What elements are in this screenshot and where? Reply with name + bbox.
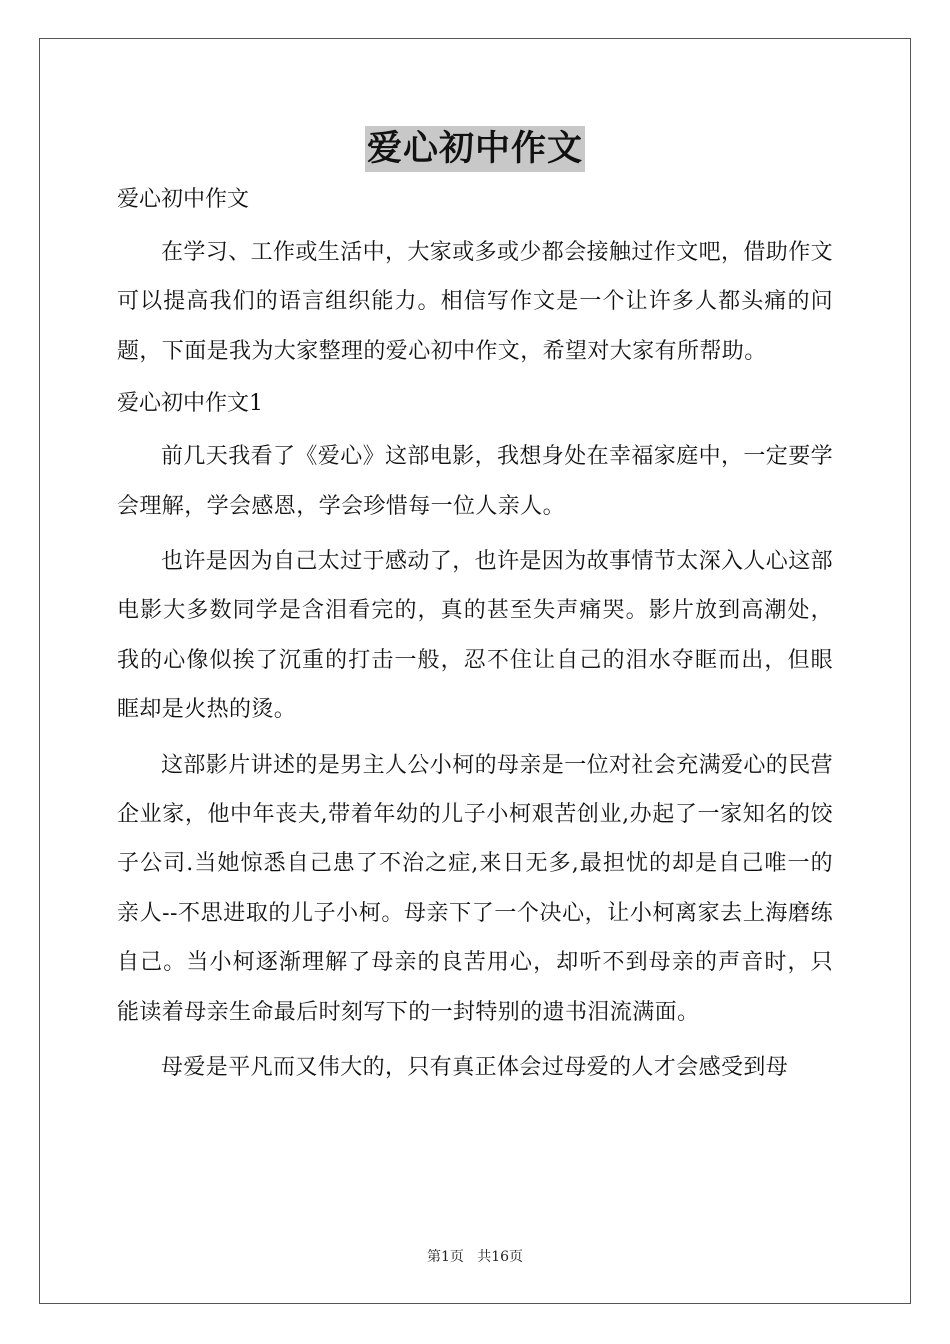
document-title: 爱心初中作文 (365, 126, 585, 172)
section-heading: 爱心初中作文1 (117, 391, 263, 417)
body-paragraph: 前几天我看了《爱心》这部电影，我想身处在幸福家庭中，一定要学会理解，学会感恩，学会珍惜每一位人亲人。 (117, 444, 834, 519)
body-paragraph: 也许是因为自己太过于感动了，也许是因为故事情节太深入人心这部电影大多数同学是含泪看完的，真的甚至失声痛哭。影片放到高潮处，我的心像似挨了沉重的打击一般，忍不住让自己的泪水夺眶而出，但眼眶却是火热的烫。 (117, 549, 834, 723)
section-heading: 爱心初中作文 (117, 187, 250, 212)
document-body (117, 178, 833, 1099)
page-footer: 第1页 共16页 (426, 1249, 524, 1265)
body-paragraph: 这部影片讲述的是男主人公小柯的母亲是一位对社会充满爱心的民营企业家，他中年丧夫,带着年幼的儿子小柯艰苦创业,办起了一家知名的饺子公司.当她惊悉自己患了不治之症,来日无多,最担忧的却是自己唯一的亲人--不思进取的儿子小柯。母亲下了一个决心，让小柯离家去上海磨练自己。当小柯逐渐理解了母亲的良苦用心，却听不到母亲的声音时，只能读着母亲生命最后时刻写下的一封特别的遗书泪流满面。 (117, 752, 834, 1025)
title-container (0, 126, 950, 172)
body-paragraph: 母爱是平凡而又伟大的，只有真正体会过母爱的人才会感受到母 (161, 1055, 789, 1081)
body-paragraph: 在学习、工作或生活中，大家或多或少都会接触过作文吧，借助作文可以提高我们的语言组织能力。相信写作文是一个让许多人都头痛的问题，下面是我为大家整理的爱心初中作文，希望对大家有所帮助。 (117, 240, 834, 364)
